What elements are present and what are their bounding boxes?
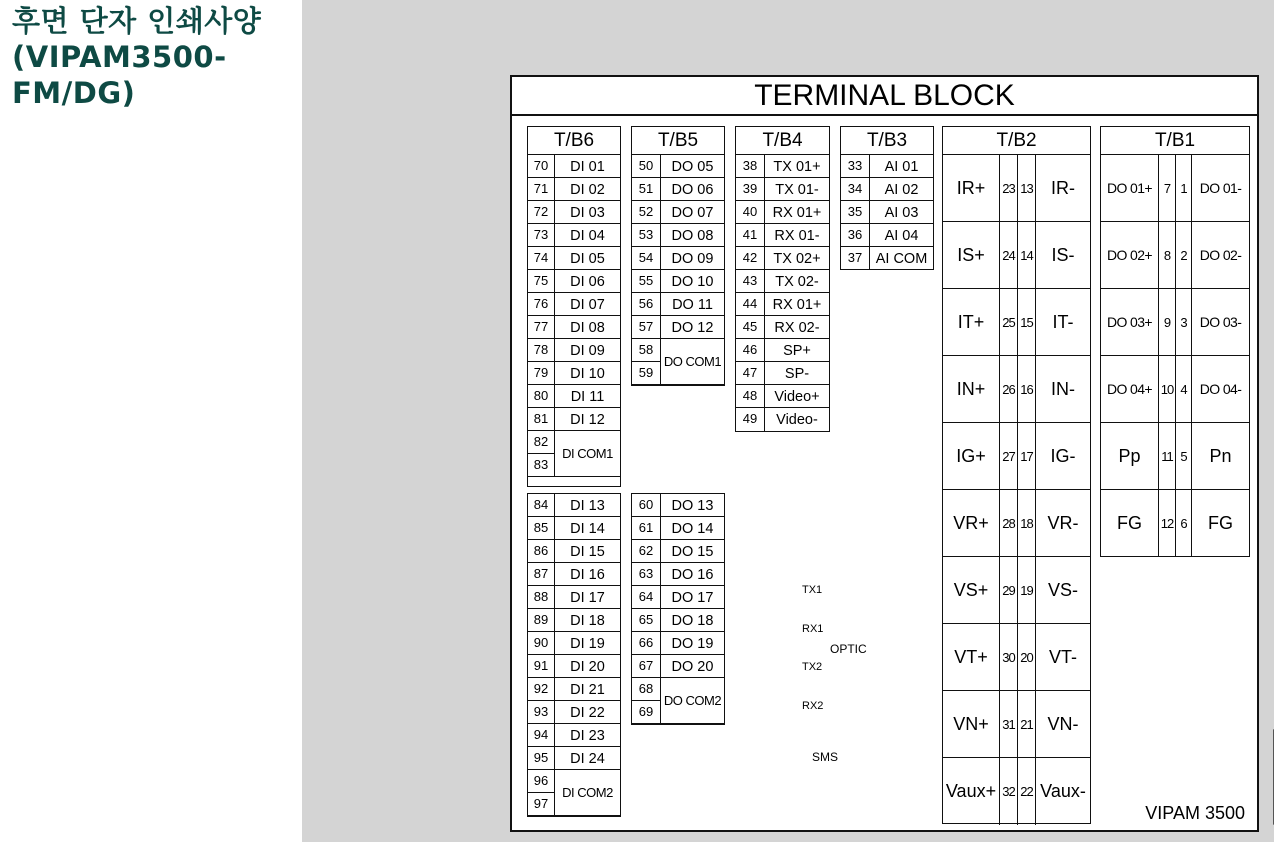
terminal-number: 41	[736, 224, 765, 246]
terminal-label: DI 10	[570, 366, 605, 382]
terminal-number: 82	[528, 431, 554, 454]
terminal-row	[528, 678, 620, 701]
terminal-pair-row	[943, 289, 1090, 356]
terminal-row	[632, 224, 724, 247]
terminal-row	[841, 155, 933, 178]
terminal-label: VT+	[954, 646, 988, 667]
terminal-row	[736, 293, 829, 316]
terminal-label: VR+	[953, 512, 989, 533]
terminal-label: DI 20	[570, 659, 605, 675]
terminal-label: DO 13	[671, 498, 714, 514]
terminal-label: IN+	[956, 378, 986, 399]
terminal-number: 58	[632, 339, 660, 362]
terminal-label: DO 06	[671, 182, 714, 198]
terminal-pair-row	[943, 691, 1090, 758]
terminal-number: 38	[736, 155, 765, 177]
terminal-label: IR-	[1035, 155, 1090, 221]
terminal-label: VR-	[1035, 490, 1090, 556]
terminal-label: DI 04	[570, 228, 605, 244]
terminal-number: 4	[1175, 356, 1191, 422]
terminal-label: DO 07	[671, 205, 714, 221]
terminal-number: 42	[736, 247, 765, 269]
terminal-label: DO 04+	[1106, 381, 1153, 397]
terminal-row	[632, 316, 724, 339]
terminal-row	[528, 540, 620, 563]
terminal-number: 26	[999, 356, 1017, 422]
terminal-row	[528, 155, 620, 178]
terminal-number: 1	[1175, 155, 1191, 221]
terminal-label: DO 16	[671, 567, 714, 583]
terminal-number: 53	[632, 224, 661, 246]
terminal-label: Vaux-	[1035, 758, 1090, 825]
terminal-number: 62	[632, 540, 661, 562]
terminal-number: 86	[528, 540, 555, 562]
terminal-label: VT-	[1035, 624, 1090, 690]
terminal-label: DO 12	[671, 320, 714, 336]
terminal-label: Video+	[774, 389, 820, 405]
terminal-number: 16	[1017, 356, 1035, 422]
terminal-number: 11	[1158, 423, 1175, 489]
common-terminal-label: DI COM1	[562, 446, 613, 461]
terminal-label: DI 08	[570, 320, 605, 336]
terminal-number: 96	[528, 770, 554, 793]
terminal-label: AI 02	[884, 182, 919, 198]
terminal-number: 83	[533, 457, 549, 472]
terminal-row	[528, 563, 620, 586]
terminal-label: DI 11	[570, 389, 605, 405]
terminal-number: 20	[1017, 624, 1035, 690]
terminal-number: 52	[632, 201, 661, 223]
terminal-row	[632, 563, 724, 586]
tb4-header: T/B4	[736, 127, 829, 155]
terminal-number: 44	[736, 293, 765, 315]
terminal-number: 37	[841, 247, 870, 270]
terminal-label: DI 12	[570, 412, 605, 428]
terminal-pair-row	[943, 758, 1090, 825]
terminal-number: 63	[632, 563, 661, 585]
optic-port-label-rx2: RX2	[802, 700, 824, 712]
terminal-row	[528, 293, 620, 316]
terminal-label: IS+	[957, 244, 985, 265]
common-terminal-numbers	[528, 770, 555, 815]
terminal-label: VS-	[1035, 557, 1090, 623]
terminal-row	[528, 316, 620, 339]
terminal-number: 75	[528, 270, 555, 292]
terminal-pair-row	[1101, 222, 1249, 289]
terminal-label: DI 23	[570, 728, 605, 744]
terminal-number: 49	[736, 408, 765, 431]
terminal-row	[736, 316, 829, 339]
terminal-row	[632, 586, 724, 609]
terminal-row	[528, 339, 620, 362]
terminal-row	[632, 293, 724, 316]
terminal-number: 78	[528, 339, 555, 361]
terminal-number: 27	[999, 423, 1017, 489]
terminal-pair-row	[943, 222, 1090, 289]
terminal-number: 29	[999, 557, 1017, 623]
terminal-number: 18	[1017, 490, 1035, 556]
terminal-number: 15	[1017, 289, 1035, 355]
terminal-row	[632, 270, 724, 293]
terminal-number: 67	[632, 655, 661, 677]
common-terminal-row	[528, 431, 620, 477]
terminal-row	[528, 385, 620, 408]
terminal-number: 92	[528, 678, 555, 700]
terminal-number: 68	[632, 678, 660, 701]
terminal-row	[528, 494, 620, 517]
terminal-row	[528, 701, 620, 724]
terminal-number: 32	[999, 758, 1017, 825]
terminal-label: DI 03	[570, 205, 605, 221]
terminal-label: DI 19	[570, 636, 605, 652]
terminal-row	[632, 201, 724, 224]
common-terminal-numbers	[632, 339, 661, 384]
terminal-row	[528, 586, 620, 609]
terminal-row	[736, 247, 829, 270]
terminal-label: RX 02-	[774, 320, 820, 336]
terminal-row	[841, 224, 933, 247]
terminal-number: 88	[528, 586, 555, 608]
terminal-pair-row	[943, 557, 1090, 624]
terminal-label: DI 06	[570, 274, 605, 290]
terminal-row	[736, 201, 829, 224]
terminal-number: 95	[528, 747, 555, 769]
terminal-label: DO 04-	[1191, 356, 1249, 422]
terminal-label: Video-	[776, 412, 818, 428]
tb6-bottom-block	[527, 493, 621, 817]
terminal-number: 43	[736, 270, 765, 292]
terminal-number: 19	[1017, 557, 1035, 623]
terminal-number: 76	[528, 293, 555, 315]
terminal-number: 14	[1017, 222, 1035, 288]
terminal-number: 61	[632, 517, 661, 539]
terminal-number: 17	[1017, 423, 1035, 489]
terminal-number: 71	[528, 178, 555, 200]
terminal-row	[528, 270, 620, 293]
terminal-number: 84	[528, 494, 555, 516]
terminal-label: DO 02+	[1106, 247, 1153, 263]
terminal-row	[632, 632, 724, 655]
terminal-label: DI 17	[570, 590, 605, 606]
terminal-number: 21	[1017, 691, 1035, 757]
tb2-block	[942, 126, 1091, 824]
terminal-pair-row	[1101, 490, 1249, 557]
terminal-number: 73	[528, 224, 555, 246]
terminal-number: 51	[632, 178, 661, 200]
terminal-label: DO 02-	[1191, 222, 1249, 288]
terminal-label: DO 01-	[1191, 155, 1249, 221]
terminal-number: 50	[632, 155, 661, 177]
terminal-label: IN-	[1035, 356, 1090, 422]
terminal-pair-row	[1101, 155, 1249, 222]
terminal-number: 72	[528, 201, 555, 223]
terminal-number: 5	[1175, 423, 1191, 489]
terminal-label: DI 07	[570, 297, 605, 313]
terminal-label: AI 01	[884, 159, 919, 175]
common-terminal-numbers	[632, 678, 661, 723]
terminal-number: 8	[1158, 222, 1175, 288]
terminal-row	[528, 724, 620, 747]
terminal-number: 64	[632, 586, 661, 608]
terminal-label: DO 08	[671, 228, 714, 244]
optic-port-label-tx2: TX2	[802, 661, 823, 673]
terminal-label: DI 15	[570, 544, 605, 560]
terminal-number: 3	[1175, 289, 1191, 355]
terminal-number: 10	[1158, 356, 1175, 422]
terminal-pair-row	[1101, 356, 1249, 423]
terminal-number: 91	[528, 655, 555, 677]
terminal-number: 65	[632, 609, 661, 631]
tb3-header: T/B3	[841, 127, 933, 155]
terminal-label: IR+	[956, 177, 986, 198]
terminal-label: DO 17	[671, 590, 714, 606]
terminal-number: 40	[736, 201, 765, 223]
terminal-number: 31	[999, 691, 1017, 757]
tb6-top-block	[527, 126, 621, 487]
terminal-label: DO 18	[671, 613, 714, 629]
terminal-label: SP-	[784, 366, 810, 382]
terminal-label: DI 05	[570, 251, 605, 267]
terminal-row	[632, 247, 724, 270]
terminal-label: DO 05	[671, 159, 714, 175]
terminal-label: DI 01	[570, 159, 605, 175]
terminal-row	[528, 655, 620, 678]
terminal-pair-row	[943, 490, 1090, 557]
terminal-label: DI 02	[570, 182, 605, 198]
terminal-label: IG-	[1035, 423, 1090, 489]
terminal-row	[736, 178, 829, 201]
terminal-label: DO 11	[672, 297, 713, 313]
terminal-label: DO 20	[671, 659, 714, 675]
terminal-label: VS+	[953, 579, 989, 600]
terminal-label: DO 19	[671, 636, 714, 652]
terminal-number: 54	[632, 247, 661, 269]
terminal-row	[528, 178, 620, 201]
terminal-number: 85	[528, 517, 555, 539]
terminal-number: 55	[632, 270, 661, 292]
terminal-number: 59	[638, 365, 654, 380]
terminal-number: 22	[1017, 758, 1035, 825]
terminal-row	[736, 155, 829, 178]
terminal-label: DI 14	[570, 521, 605, 537]
terminal-number: 48	[736, 385, 765, 407]
terminal-label: IG+	[956, 445, 986, 466]
terminal-row	[528, 224, 620, 247]
terminal-number: 66	[632, 632, 661, 654]
terminal-label: IS-	[1035, 222, 1090, 288]
sidebar	[0, 0, 302, 842]
terminal-row	[528, 517, 620, 540]
terminal-number: 79	[528, 362, 555, 384]
terminal-label: Vaux+	[945, 781, 997, 801]
terminal-label: RX 01-	[774, 228, 820, 244]
terminal-number: 6	[1175, 490, 1191, 557]
tb4-block	[735, 126, 830, 432]
terminal-row	[528, 362, 620, 385]
terminal-pair-row	[943, 624, 1090, 691]
panel-title: TERMINAL BLOCK	[512, 77, 1257, 116]
terminal-row	[736, 362, 829, 385]
tb2-header: T/B2	[943, 127, 1090, 155]
terminal-number: 93	[528, 701, 555, 723]
terminal-number: 12	[1158, 490, 1175, 557]
terminal-number: 25	[999, 289, 1017, 355]
terminal-number: 90	[528, 632, 555, 654]
terminal-row	[528, 408, 620, 431]
tb6-header: T/B6	[528, 127, 620, 155]
terminal-label: DO 14	[671, 521, 714, 537]
terminal-label: AI COM	[875, 251, 928, 267]
terminal-number: 9	[1158, 289, 1175, 355]
terminal-row	[736, 339, 829, 362]
terminal-number: 46	[736, 339, 765, 361]
terminal-label: TX 01+	[773, 159, 821, 175]
terminal-pair-row	[1101, 423, 1249, 490]
terminal-label: FG	[1117, 513, 1142, 533]
tb5-bottom-block	[631, 493, 725, 725]
terminal-row	[632, 540, 724, 563]
common-terminal-label: DI COM2	[562, 785, 613, 800]
terminal-number: 30	[999, 624, 1017, 690]
terminal-label: DI 24	[570, 751, 605, 767]
terminal-label: AI 04	[884, 228, 919, 244]
terminal-label: IT+	[957, 311, 985, 332]
terminal-label: DI 21	[570, 682, 605, 698]
terminal-row	[736, 270, 829, 293]
terminal-label: DO 03+	[1106, 314, 1153, 330]
terminal-number: 28	[999, 490, 1017, 556]
terminal-label: DO 03-	[1191, 289, 1249, 355]
terminal-number: 24	[999, 222, 1017, 288]
terminal-row	[841, 201, 933, 224]
terminal-label: VN+	[953, 713, 989, 734]
common-terminal-row	[632, 678, 724, 724]
terminal-row	[528, 201, 620, 224]
optic-label: OPTIC	[830, 642, 867, 656]
common-terminal-label: DO COM1	[663, 354, 722, 369]
terminal-number: 74	[528, 247, 555, 269]
terminal-label: Pp	[1118, 445, 1141, 466]
terminal-row	[528, 609, 620, 632]
terminal-row	[632, 517, 724, 540]
terminal-number: 97	[533, 796, 549, 811]
terminal-number: 36	[841, 224, 870, 246]
terminal-number: 34	[841, 178, 870, 200]
terminal-label: DI 13	[570, 498, 605, 514]
terminal-row	[841, 178, 933, 201]
terminal-label: DI 09	[570, 343, 605, 359]
terminal-number: 94	[528, 724, 555, 746]
terminal-number: 13	[1017, 155, 1035, 221]
terminal-label: TX 01-	[775, 182, 819, 198]
terminal-number: 80	[528, 385, 555, 407]
terminal-label: DO 10	[671, 274, 714, 290]
tb5-header: T/B5	[632, 127, 724, 155]
terminal-row	[736, 224, 829, 247]
terminal-label: DI 16	[570, 567, 605, 583]
terminal-label: TX 02+	[773, 251, 821, 267]
terminal-label: IT-	[1035, 289, 1090, 355]
terminal-number: 47	[736, 362, 765, 384]
sms-label: SMS	[812, 750, 839, 764]
terminal-row	[632, 155, 724, 178]
terminal-label: DI 18	[570, 613, 605, 629]
terminal-row	[528, 747, 620, 770]
terminal-pair-row	[943, 155, 1090, 222]
terminal-number: 39	[736, 178, 765, 200]
terminal-number: 35	[841, 201, 870, 223]
terminal-label: RX 01+	[772, 297, 822, 313]
terminal-label: TX 02-	[775, 274, 819, 290]
terminal-number: 81	[528, 408, 555, 430]
terminal-label: VN-	[1035, 691, 1090, 757]
common-terminal-label: DO COM2	[663, 693, 722, 708]
terminal-number: 2	[1175, 222, 1191, 288]
terminal-row	[841, 247, 933, 270]
common-terminal-row	[528, 770, 620, 816]
model-label: VIPAM 3500	[1145, 803, 1245, 823]
terminal-number: 77	[528, 316, 555, 338]
common-terminal-numbers	[528, 431, 555, 476]
terminal-number: 69	[638, 704, 654, 719]
optic-port-label-rx1: RX1	[802, 623, 824, 635]
terminal-label: SP+	[783, 343, 811, 359]
terminal-row	[632, 609, 724, 632]
terminal-label: DI 22	[570, 705, 605, 721]
terminal-block-panel	[510, 75, 1259, 832]
terminal-number: 60	[632, 494, 661, 516]
terminal-label: RX 01+	[772, 205, 822, 221]
terminal-pair-row	[943, 423, 1090, 490]
terminal-row	[632, 178, 724, 201]
terminal-number: 89	[528, 609, 555, 631]
terminal-row	[736, 385, 829, 408]
terminal-number: 70	[528, 155, 555, 177]
terminal-label: DO 01+	[1106, 180, 1153, 196]
terminal-number: 33	[841, 155, 870, 177]
terminal-row	[528, 247, 620, 270]
terminal-row	[632, 494, 724, 517]
tb3-block	[840, 126, 934, 270]
tb1-header: T/B1	[1101, 127, 1249, 155]
terminal-number: 56	[632, 293, 661, 315]
tb1-block	[1100, 126, 1250, 557]
optic-port-label-tx1: TX1	[802, 584, 823, 596]
terminal-pair-row	[1101, 289, 1249, 356]
terminal-pair-row	[943, 356, 1090, 423]
terminal-number: 57	[632, 316, 661, 338]
terminal-label: DO 09	[671, 251, 714, 267]
terminal-number: 7	[1158, 155, 1175, 221]
terminal-row	[632, 655, 724, 678]
terminal-number: 23	[999, 155, 1017, 221]
terminal-label: DO 15	[671, 544, 714, 560]
tb5-top-block	[631, 126, 725, 386]
terminal-number: 45	[736, 316, 765, 338]
terminal-label: FG	[1191, 490, 1249, 557]
terminal-label: AI 03	[884, 205, 919, 221]
terminal-row	[528, 632, 620, 655]
common-terminal-row	[632, 339, 724, 385]
terminal-label: Pn	[1191, 423, 1249, 489]
terminal-number: 87	[528, 563, 555, 585]
page-title: 후면 단자 인쇄사양 (VIPAM3500-FM/DG)	[12, 4, 262, 110]
terminal-row	[736, 408, 829, 431]
